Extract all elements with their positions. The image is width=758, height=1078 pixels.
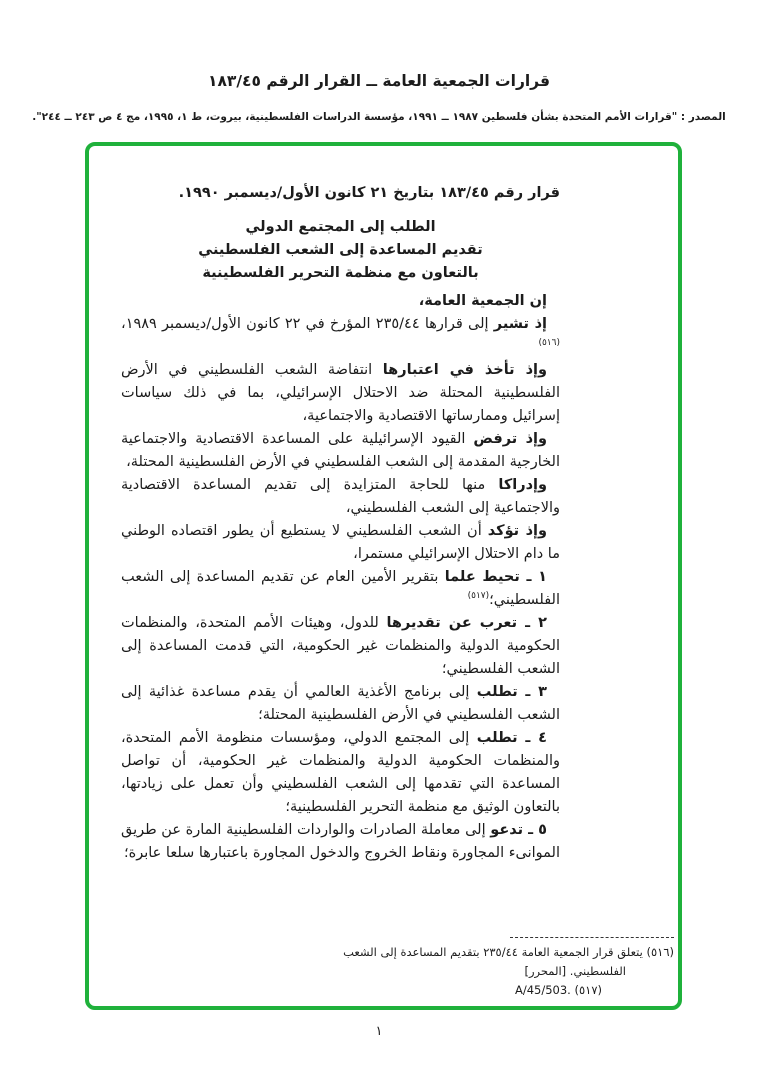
resolution-heading [121, 216, 560, 285]
footnote-separator [510, 937, 674, 938]
page-title: قرارات الجمعية العامة ــ القرار الرقم ١٨٣/٤٥ [208, 72, 550, 90]
body-paragraph: ٢ ـ تعرب عن تقديرها للدول، وهيئات الأمم المتحدة، والمنظمات الحكومية الدولية والمنظمات غير الحكومية، التي قدمت المساعدة إلى الشعب الفلسطيني؛ [121, 615, 560, 677]
body-paragraph: وإذ تؤكد أن الشعب الفلسطيني لا يستطيع أن يطور اقتصاده الوطني ما دام الاحتلال الإسرائيلي مستمرا، [121, 523, 560, 562]
body-paragraph: وإذ ترفض القيود الإسرائيلية على المساعدة الاقتصادية والاجتماعية الخارجية المقدمة إلى الشعب الفلسطيني في الأرض الفلسطينية المحتلة، [121, 431, 560, 470]
resolution-opening-line: قرار رقم ١٨٣/٤٥ بتاريخ ٢١ كانون الأول/ديسمبر ١٩٩٠. [178, 185, 560, 201]
footnote-516-line2: الفلسطيني. [المحرر] [524, 964, 626, 978]
footnote-516-line1: (٥١٦) يتعلق قرار الجمعية العامة ٢٣٥/٤٤ بتقديم المساعدة إلى الشعب [343, 945, 674, 959]
body-paragraph: إن الجمعية العامة، [418, 293, 547, 309]
body-paragraph: ٤ ـ تطلب إلى المجتمع الدولي، ومؤسسات منظومة الأمم المتحدة، والمنظمات الحكومية الدولية والمنظمات غير الحكومية، أن تواصل المساعدة التي تقدمها إلى الشعب الفلسطيني وأن تعمل على زيادتها، بالتعاون الوثيق مع منظمة التحرير الفلسطينية؛ [121, 730, 560, 815]
body-paragraphs [121, 290, 560, 865]
resolution-heading-line: بالتعاون مع منظمة التحرير الفلسطينية [202, 265, 479, 281]
footnote-517 [306, 981, 602, 1000]
resolution-heading-line: الطلب إلى المجتمع الدولي [245, 219, 436, 235]
footnote-517-marker: (٥١٧) [574, 983, 602, 997]
body-paragraph: ٥ ـ تدعو إلى معاملة الصادرات والواردات الفلسطينية المارة عن طريق الموانىء المجاورة ونقاط الخروج والدخول المجاورة باعتبارها سلعا عابرة؛ [121, 822, 560, 861]
resolution-heading-line: تقديم المساعدة إلى الشعب الفلسطيني [198, 242, 483, 258]
footnote-reference: (٥١٧) [467, 591, 490, 602]
page-number: ١ [375, 1024, 383, 1039]
body-paragraph: إذ تشير إلى قرارها ٢٣٥/٤٤ المؤرخ في ٢٢ كانون الأول/ديسمبر ١٩٨٩،$^{(٥١٦)}$ [121, 316, 560, 349]
document-frame [85, 142, 682, 1010]
body-paragraph: وإذ تأخذ في اعتبارها انتفاضة الشعب الفلسطيني في الأرض الفلسطينية المحتلة ضد الاحتلال الإسرائيلي، بما في ذلك سياسات إسرائيل وممارساتها الاقتصادية والاجتماعية، [121, 362, 560, 424]
footnote-517-document-symbol: A/45/503. [514, 983, 571, 997]
resolution-body [121, 182, 560, 865]
footnote-reference: (٥١٦) [538, 338, 560, 349]
body-paragraph: ١ ـ تحيط علما بتقرير الأمين العام عن تقديم المساعدة إلى الشعب الفلسطيني؛$^{(٥١٧)}$ [121, 569, 560, 608]
footnotes-block [306, 937, 674, 1000]
body-paragraph: وإدراكا منها للحاجة المتزايدة إلى تقديم المساعدة الاقتصادية والاجتماعية إلى الشعب الفلسطيني، [121, 477, 560, 516]
source-citation: المصدر : "قرارات الأمم المتحدة بشأن فلسطين ١٩٨٧ ــ ١٩٩١، مؤسسة الدراسات الفلسطينية، بيروت، ط ١، ١٩٩٥، مج ٤ ص ٢٤٣ ــ ٢٤٤". [32, 111, 726, 123]
body-paragraph: ٣ ـ تطلب إلى برنامج الأغذية العالمي أن يقدم مساعدة غذائية إلى الشعب الفلسطيني في الأرض الفلسطينية المحتلة؛ [121, 684, 560, 723]
